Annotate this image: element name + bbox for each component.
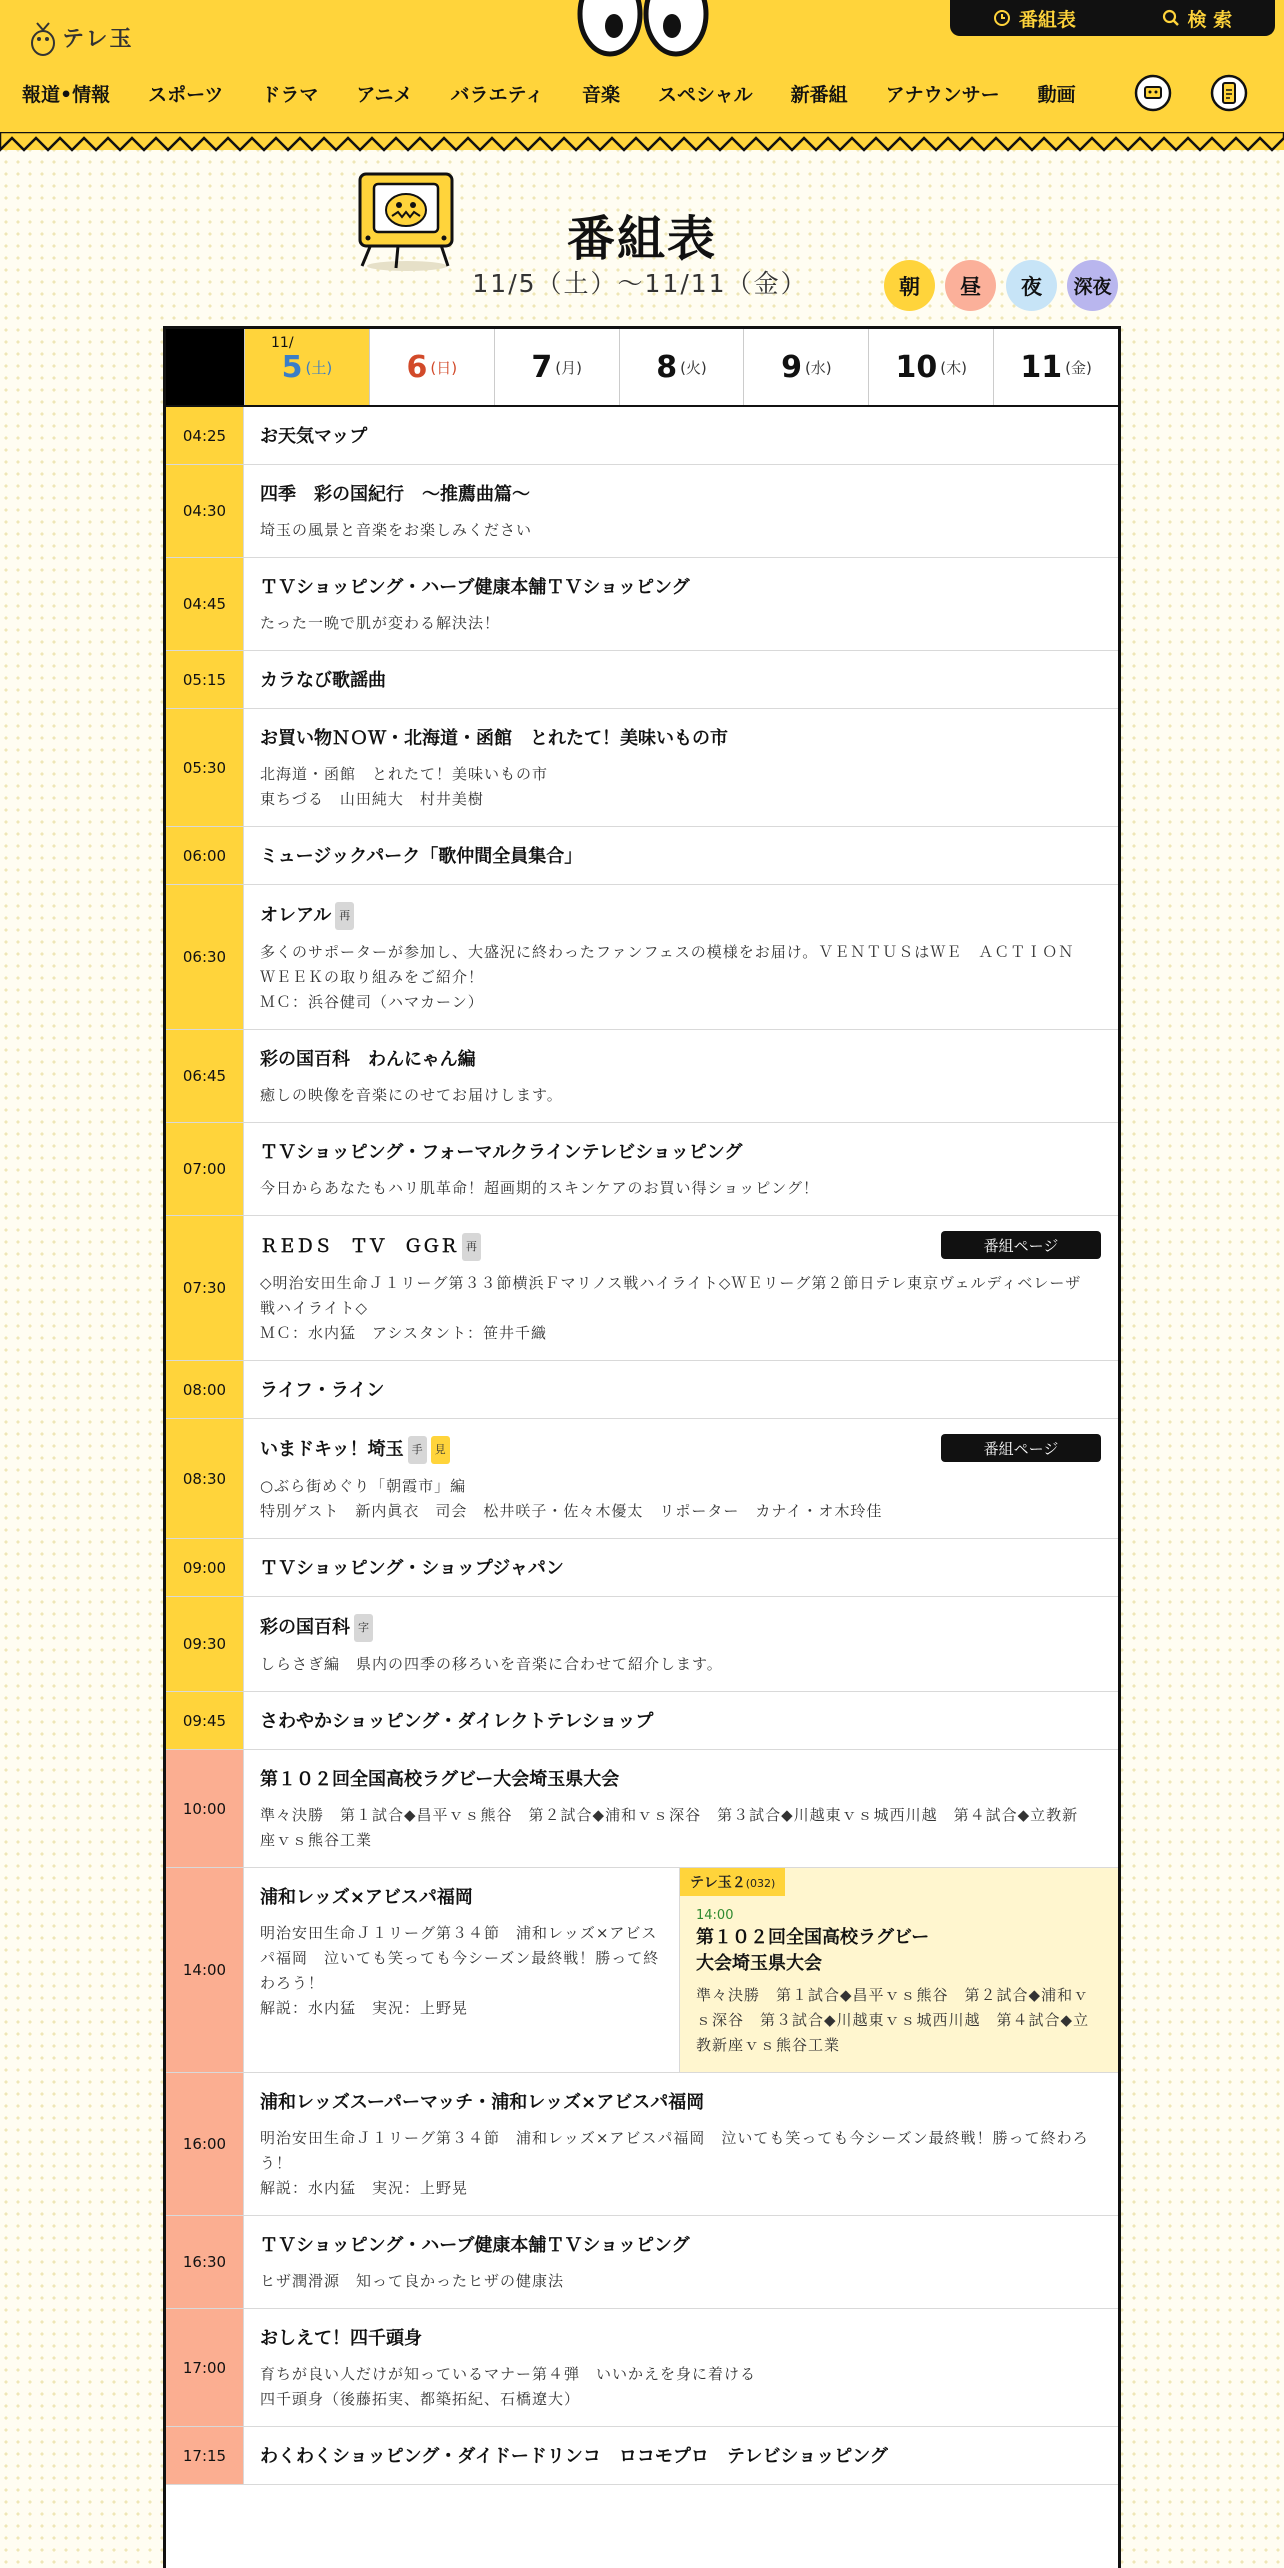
sub-program-title: [696, 1925, 1102, 1977]
program-title-text: 彩の国百科 わんにゃん編: [260, 1049, 476, 1070]
program-description-line: 明治安田生命Ｊ１リーグ第３４節 浦和レッズ×アビス: [260, 1924, 658, 1942]
program-row: [166, 827, 1118, 885]
mascot-eyes-illustration: [568, 0, 718, 64]
program-schedule: [163, 326, 1121, 2568]
program-row: [166, 407, 1118, 465]
nav-music[interactable]: 音楽: [581, 84, 620, 106]
site-logo[interactable]: [30, 14, 134, 60]
program-row: [166, 465, 1118, 558]
day-weekday: (火): [680, 358, 707, 377]
sub-channel-name: テレ玉２: [690, 1875, 746, 1891]
program-time: 05:15: [166, 651, 244, 708]
tv-mascot-illustration: [352, 168, 458, 272]
program-cell[interactable]: [244, 1597, 1118, 1691]
program-title: [260, 2233, 1101, 2259]
program-time: 07:00: [166, 1123, 244, 1215]
site-header: [0, 0, 1284, 150]
teletama-data-icon[interactable]: [1210, 70, 1248, 112]
program-title-text: わくわくショッピング・ダイドードリンコ ロコモプロ テレビショッピング: [260, 2446, 888, 2467]
day-number: 9: [781, 349, 802, 385]
time-button-night[interactable]: 夜: [1006, 260, 1057, 311]
program-description: [260, 1921, 662, 2021]
program-description-line: 明治安田生命Ｊ１リーグ第３４節 浦和レッズ×アビスパ福岡 泣いても笑っても今シーズン最終戦！勝って終わろ: [260, 2129, 1089, 2147]
search-icon: [1162, 9, 1180, 27]
program-description: [260, 1083, 1101, 1108]
teletama-app-icon[interactable]: [1134, 70, 1172, 112]
program-title-text: ＴＶショッピング・ハーブ健康本舗ＴＶショッピング: [260, 2235, 690, 2256]
day-tab-8[interactable]: [619, 329, 744, 405]
program-cell[interactable]: [244, 407, 1118, 464]
program-row: [166, 1361, 1118, 1419]
day-number: 7: [531, 349, 553, 385]
program-title-text: 四季 彩の国紀行 ～推薦曲篇～: [260, 484, 530, 505]
program-cell[interactable]: [244, 1030, 1118, 1122]
page-title: 番組表: [566, 211, 717, 267]
program-description: [260, 2126, 1101, 2201]
program-description-line: 東ちづる 山田純大 村井美樹: [260, 790, 484, 808]
day-number: 11: [1020, 349, 1063, 385]
program-cell[interactable]: [244, 2073, 1118, 2215]
program-cell[interactable]: [244, 885, 1118, 1029]
program-title-text: 彩の国百科: [260, 1617, 350, 1638]
day-tab-5[interactable]: [244, 329, 369, 405]
time-button-daytime[interactable]: 昼: [945, 260, 996, 311]
day-tab-6[interactable]: [369, 329, 494, 405]
sub-program-description-line: 教新座ｖｓ熊谷工業: [696, 2036, 841, 2054]
program-page-button[interactable]: 番組ページ: [941, 1231, 1101, 1259]
program-description-line: ○ぶら街めぐり「朝霞市」編: [260, 1477, 467, 1495]
program-description-line: しらさぎ編 県内の四季の移ろいを音楽に合わせて紹介します。: [260, 1655, 723, 1673]
program-title-text: ライフ・ライン: [260, 1380, 385, 1401]
program-row: [166, 1419, 1118, 1539]
program-description: [260, 611, 1101, 636]
program-cell[interactable]: [244, 1868, 680, 2072]
program-title: [260, 575, 1101, 601]
program-description-line: パ福岡 泣いても笑っても今シーズン最終戦！勝って終: [260, 1949, 660, 1967]
program-description-line: う！: [260, 2154, 293, 2172]
program-title: [260, 1140, 1101, 1166]
time-button-morning[interactable]: 朝: [884, 260, 935, 311]
program-description: [260, 1652, 1101, 1677]
program-title: [260, 1885, 662, 1911]
program-description-line: 今日からあなたもハリ肌革命！超画期的スキンケアのお買い得ショッピング！: [260, 1179, 819, 1197]
day-tabs: [166, 329, 1118, 407]
program-time: 09:45: [166, 1692, 244, 1749]
program-cell[interactable]: [244, 1539, 1118, 1596]
day-tab-10[interactable]: [868, 329, 993, 405]
program-row: [166, 1750, 1118, 1868]
program-description-line: 埼玉の風景と音楽をお楽しみください: [260, 521, 533, 539]
program-title: [260, 726, 1101, 752]
program-cell[interactable]: [244, 1216, 1118, 1360]
program-cell[interactable]: [244, 2309, 1118, 2426]
day-weekday: (月): [555, 358, 582, 377]
program-time: 08:00: [166, 1361, 244, 1418]
program-title-text: 浦和レッズスーパーマッチ・浦和レッズ×アビスパ福岡: [260, 2092, 705, 2113]
program-title-text: オレアル: [260, 905, 332, 926]
program-description: [260, 2362, 1101, 2412]
program-description-line: 戦ハイライト◇: [260, 1299, 369, 1317]
program-description-line: ＭＣ：水内猛 アシスタント：笹井千織: [260, 1324, 547, 1342]
program-time: 06:30: [166, 885, 244, 1029]
day-number: 10: [895, 349, 938, 385]
sub-channel-program[interactable]: [680, 1868, 1118, 2072]
top-link-search-label: 検 索: [1187, 8, 1233, 31]
program-title: [260, 424, 1101, 450]
program-cell[interactable]: [244, 651, 1118, 708]
program-cell[interactable]: [244, 827, 1118, 884]
program-title: [260, 1556, 1101, 1582]
program-row: [166, 1597, 1118, 1692]
sub-program-description-line: ｓ深谷 第３試合◆川越東ｖｓ城西川越 第４試合◆立: [696, 2011, 1090, 2029]
nav-video[interactable]: 動画: [1037, 84, 1076, 106]
program-time: 06:45: [166, 1030, 244, 1122]
program-cell[interactable]: [244, 1361, 1118, 1418]
program-row: [166, 1030, 1118, 1123]
program-title: [260, 1709, 1101, 1735]
day-weekday: (水): [804, 358, 832, 377]
program-time: 09:00: [166, 1539, 244, 1596]
program-time: 06:00: [166, 827, 244, 884]
program-cell[interactable]: [244, 465, 1118, 557]
program-time: 17:15: [166, 2427, 244, 2484]
program-title-text: ＴＶショッピング・フォーマルクラインテレビショッピング: [260, 1142, 743, 1163]
date-range: 11/5（土）〜11/11（金）: [472, 269, 808, 298]
sub-program-description-line: 準々決勝 第１試合◆昌平ｖｓ熊谷 第２試合◆浦和ｖ: [696, 1986, 1090, 2004]
program-description-line: 四千頭身（後藤拓実、都築拓紀、石橋遼大）: [260, 2390, 581, 2408]
program-time: 04:25: [166, 407, 244, 464]
program-title-text: 第１０２回全国高校ラグビー大会埼玉県大会: [260, 1769, 620, 1790]
sub-program-description: [696, 1983, 1102, 2058]
program-description-line: ヒザ潤滑源 知って良かったヒザの健康法: [260, 2272, 565, 2290]
program-tag-badge: 見: [431, 1436, 450, 1464]
program-description-line: 育ちが良い人だけが知っているマナー第４弾 いいかえを身に着ける: [260, 2365, 757, 2383]
program-row: [166, 2427, 1118, 2485]
program-title-text: ミュージックパーク「歌仲間全員集合」: [260, 846, 583, 867]
program-row: [166, 1692, 1118, 1750]
clock-icon: [993, 9, 1011, 27]
day-number: 5: [281, 349, 303, 385]
nav-anime[interactable]: アニメ: [356, 84, 413, 106]
program-row: [166, 1868, 1118, 2073]
program-title-text: ＴＶショッピング・ショップジャパン: [260, 1558, 564, 1579]
sub-program-title-line: 大会埼玉県大会: [696, 1953, 822, 1974]
program-cell[interactable]: [244, 1419, 1118, 1538]
day-tab-9[interactable]: [743, 329, 868, 405]
program-description: [260, 1803, 1101, 1853]
sub-program-time: 14:00: [696, 1908, 734, 1923]
program-title: [260, 2444, 1101, 2470]
time-button-late-night[interactable]: 深夜: [1067, 260, 1118, 311]
top-link-search[interactable]: [1162, 5, 1233, 32]
program-row: [166, 1216, 1118, 1361]
program-split: [244, 1868, 1118, 2072]
program-description: [260, 1271, 1101, 1346]
program-row: [166, 709, 1118, 827]
program-row: [166, 2216, 1118, 2309]
program-time: 16:00: [166, 2073, 244, 2215]
program-title: [260, 1378, 1101, 1404]
program-title-text: ＲＥＤＳ ＴＶ ＧＧＲ: [260, 1236, 458, 1257]
top-links-bar: [950, 0, 1275, 36]
program-description: [260, 1474, 1101, 1524]
program-description-line: ◇明治安田生命Ｊ１リーグ第３３節横浜Ｆマリノス戦ハイライト◇ＷＥリーグ第２節日テレ東京ヴェルディベレーザ: [260, 1274, 1082, 1292]
program-row: [166, 651, 1118, 709]
day-month-label: 11/: [271, 335, 294, 351]
program-description-line: 座ｖｓ熊谷工業: [260, 1831, 373, 1849]
program-cell[interactable]: [244, 1123, 1118, 1215]
program-description: [260, 2269, 1101, 2294]
program-title: [260, 482, 1101, 508]
program-cell[interactable]: [244, 2427, 1118, 2484]
program-title-text: ＴＶショッピング・ハーブ健康本舗ＴＶショッピング: [260, 577, 690, 598]
nav-news[interactable]: 報道•情報: [22, 84, 111, 106]
program-cell[interactable]: [244, 558, 1118, 650]
teletama-mascot-icon: [30, 17, 56, 57]
day-tab-11[interactable]: [993, 329, 1118, 405]
program-time: 17:00: [166, 2309, 244, 2426]
sub-program-title-line: 第１０２回全国高校ラグビー: [696, 1927, 930, 1948]
time-of-day-buttons: [884, 260, 1118, 311]
program-description-line: わろう！: [260, 1974, 325, 1992]
program-title-text: いまドキッ！埼玉: [260, 1439, 404, 1460]
program-title: [260, 1767, 1101, 1793]
program-tag-badge: 再: [462, 1233, 481, 1261]
day-number: 6: [406, 349, 428, 385]
program-time: 10:00: [166, 1750, 244, 1867]
program-page-button[interactable]: 番組ページ: [941, 1434, 1101, 1462]
nav-sports[interactable]: スポーツ: [148, 84, 224, 106]
sub-channel-badge: [680, 1868, 785, 1896]
program-description-line: 特別ゲスト 新内眞衣 司会 松井咲子・佐々木優太 リポーター カナイ・オ木玲佳: [260, 1502, 883, 1520]
program-title: [260, 1047, 1101, 1073]
program-title: [260, 668, 1101, 694]
program-description: [260, 1176, 1101, 1201]
nav-announcer[interactable]: アナウンサー: [885, 84, 1000, 106]
program-time: 14:00: [166, 1868, 244, 2072]
program-time: 08:30: [166, 1419, 244, 1538]
day-tab-7[interactable]: [494, 329, 619, 405]
program-description-line: 解説：水内猛 実況：上野晃: [260, 2179, 469, 2197]
program-title-text: お天気マップ: [260, 426, 368, 447]
program-cell[interactable]: [244, 1692, 1118, 1749]
program-description-line: 解説：水内猛 実況：上野晃: [260, 1999, 469, 2017]
program-title: [260, 902, 1101, 930]
program-tag-badge: 手: [408, 1436, 427, 1464]
program-time: 05:30: [166, 709, 244, 826]
program-description-line: ＭＣ：浜谷健司（ハマカーン）: [260, 993, 484, 1011]
top-link-schedule[interactable]: [993, 5, 1076, 32]
program-description-line: 北海道・函館 とれたて！美味いもの市: [260, 765, 549, 783]
program-row: [166, 1123, 1118, 1216]
program-description: [260, 762, 1101, 812]
logo-text: テレ玉: [62, 26, 134, 52]
day-weekday: (金): [1065, 358, 1092, 377]
program-description-line: ＷＥＥＫの取り組みをご紹介！: [260, 968, 485, 986]
nav-drama[interactable]: ドラマ: [261, 84, 319, 106]
program-time: 16:30: [166, 2216, 244, 2308]
program-title-text: さわやかショッピング・ダイレクトテレショップ: [260, 1711, 654, 1732]
program-row: [166, 2309, 1118, 2427]
program-row: [166, 1539, 1118, 1597]
sub-channel-number: (032): [745, 1877, 776, 1890]
main-nav: [22, 80, 1114, 107]
day-weekday: (土): [305, 358, 333, 377]
nav-variety[interactable]: バラエティ: [450, 84, 544, 106]
program-description: [260, 518, 1101, 543]
top-link-schedule-label: 番組表: [1018, 8, 1076, 31]
program-cell[interactable]: [244, 709, 1118, 826]
program-cell[interactable]: [244, 1750, 1118, 1867]
program-title: [260, 2090, 1101, 2116]
program-row: [166, 885, 1118, 1030]
program-title-text: 浦和レッズ×アビスパ福岡: [260, 1887, 473, 1908]
program-row: [166, 558, 1118, 651]
program-description-line: 癒しの映像を音楽にのせてお届けします。: [260, 1086, 563, 1104]
program-tag-badge: 字: [354, 1614, 373, 1642]
program-description-line: 準々決勝 第１試合◆昌平ｖｓ熊谷 第２試合◆浦和ｖｓ深谷 第３試合◆川越東ｖｓ城西川越 第４試合◆立教新: [260, 1806, 1079, 1824]
program-time: 04:45: [166, 558, 244, 650]
program-description-line: たった一晩で肌が変わる解決法！: [260, 614, 501, 632]
program-cell[interactable]: [244, 2216, 1118, 2308]
program-title-text: カラなび歌謡曲: [260, 670, 386, 691]
program-title: [260, 2326, 1101, 2352]
program-time: 09:30: [166, 1597, 244, 1691]
program-tag-badge: 再: [335, 902, 354, 930]
program-row: [166, 2073, 1118, 2216]
program-time: 04:30: [166, 465, 244, 557]
program-description-line: 多くのサポーターが参加し、大盛況に終わったファンフェスの模様をお届け。ＶＥＮＴＵＳはＷＥ ＡＣＴＩＯＮ: [260, 943, 1075, 961]
header-zigzag-edge: [0, 132, 1284, 154]
program-title: [260, 844, 1101, 870]
day-tabs-corner: [166, 329, 244, 405]
program-description: [260, 940, 1101, 1015]
day-weekday: (日): [430, 358, 458, 377]
nav-new-programs[interactable]: 新番組: [790, 84, 848, 106]
program-title-text: おしえて！四千頭身: [260, 2328, 422, 2349]
program-time: 07:30: [166, 1216, 244, 1360]
nav-special[interactable]: スペシャル: [657, 84, 753, 106]
day-number: 8: [656, 349, 678, 385]
program-title: [260, 1614, 1101, 1642]
day-weekday: (木): [940, 358, 967, 377]
program-title-text: お買い物ＮＯＷ・北海道・函館 とれたて！美味いもの市: [260, 728, 728, 749]
